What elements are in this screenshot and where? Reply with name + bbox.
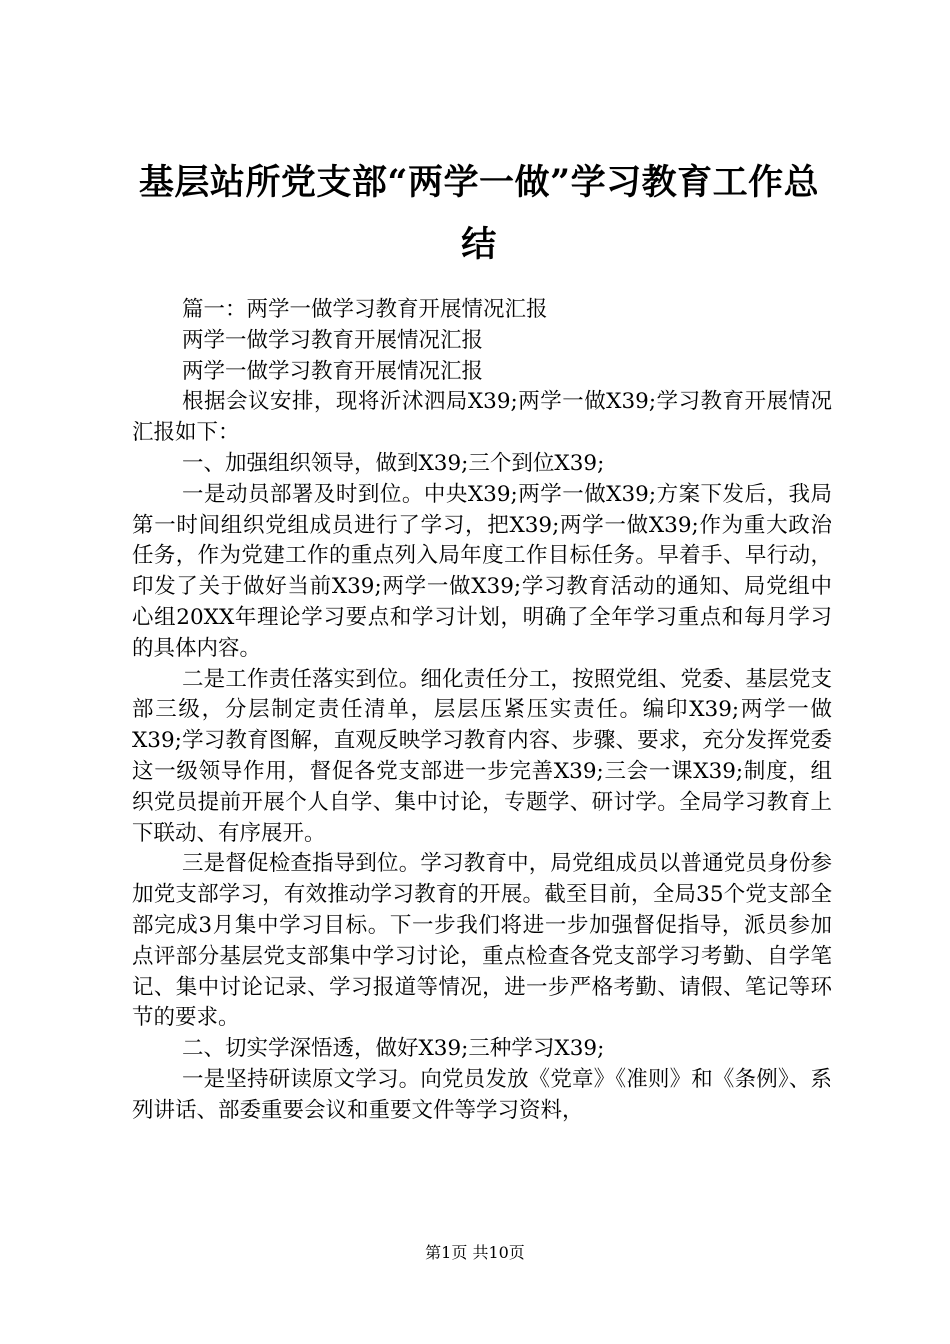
document-title-line-2: 结 (461, 224, 497, 265)
paragraph-heading-2: 两学一做学习教育开展情况汇报 (182, 327, 484, 353)
paragraph: 三是督促检查指导到位。学习教育中，局党组成员以普通党员身份参加党支部学习，有效推动学习教育的开展。截至目前，全局35个党支部全部完成3月集中学习目标。下一步我们将进一步加强督促指导，派员参加点评部分基层党支部集中学习讨论，重点检查各党支部学习考勤、自学笔记、集中讨论记录、学习报道等情况，进一步严格考勤、请假、笔记等环节的要求。 (132, 851, 832, 1031)
page-footer: 第1页 共10页 (425, 1243, 525, 1262)
paragraph: 二是工作责任落实到位。细化责任分工，按照党组、党委、基层党支部三级，分层制定责任清单，层层压紧压实责任。编印X39;两学一做X39;学习教育图解，直观反映学习教育内容、步骤、要求，充分发挥党委这一级领导作用，督促各党支部进一步完善X39;三会一课X39;制度，组织党员提前开展个人自学、集中讨论，专题学、研讨学。全局学习教育上下联动、有序展开。 (132, 666, 832, 846)
document-title-line-1: 基层站所党支部“两学一做”学习教育工作总 (138, 162, 820, 203)
paragraph-heading-1: 篇一：两学一做学习教育开展情况汇报 (182, 297, 548, 322)
paragraph-intro: 根据会议安排，现将沂沭泗局X39;两学一做X39;学习教育开展情况汇报如下： (132, 389, 832, 446)
section-heading-1: 一、加强组织领导，做到X39;三个到位X39; (182, 450, 605, 476)
section-heading-2: 二、切实学深悟透，做好X39;三种学习X39; (182, 1036, 605, 1062)
document-body (132, 295, 832, 1127)
paragraph: 一是动员部署及时到位。中央X39;两学一做X39;方案下发后，我局第一时间组织党组成员进行了学习，把X39;两学一做X39;作为重大政治任务，作为党建工作的重点列入局年度工作目标任务。早着手、早行动，印发了关于做好当前X39;两学一做X39;学习教育活动的通知、局党组中心组20XX年理论学习要点和学习计划，明确了全年学习重点和每月学习的具体内容。 (132, 481, 832, 661)
paragraph-heading-3: 两学一做学习教育开展情况汇报 (182, 358, 484, 384)
paragraph: 一是坚持研读原文学习。向党员发放《党章》《准则》和《条例》、系列讲话、部委重要会议和重要文件等学习资料， (132, 1066, 832, 1123)
